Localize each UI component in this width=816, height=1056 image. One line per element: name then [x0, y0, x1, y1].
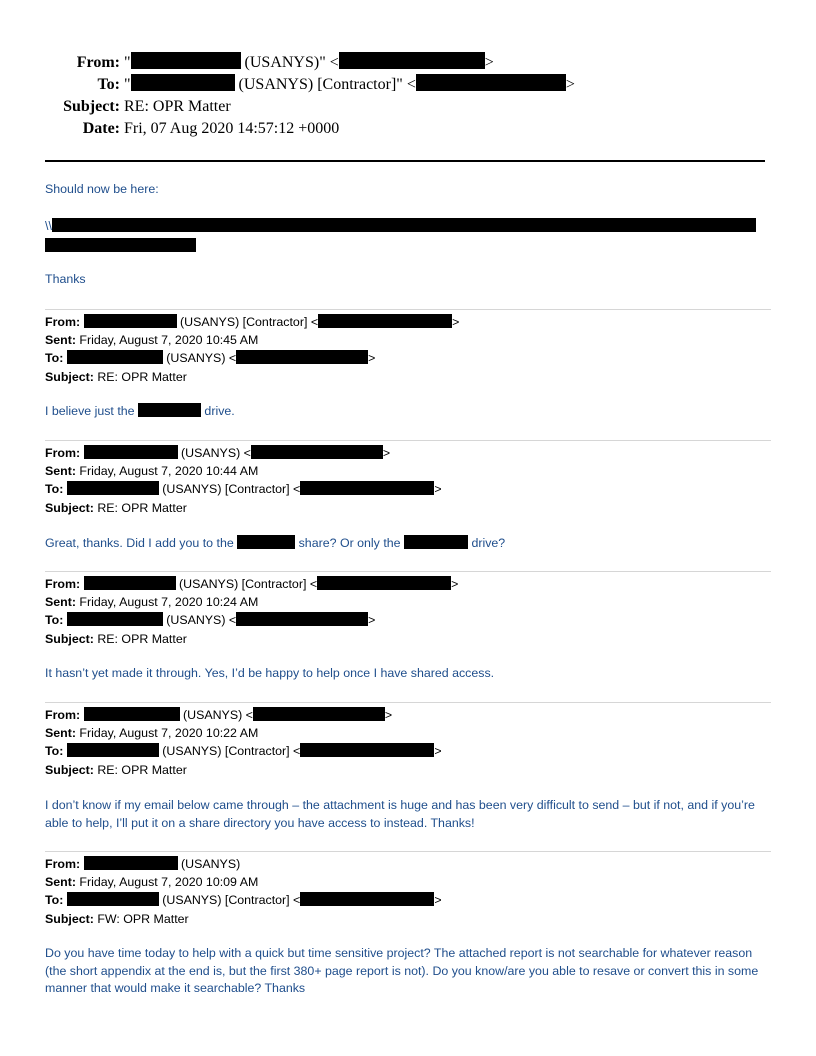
email-body-text: Great, thanks. Did I add you to the share? Or only the drive? — [45, 536, 506, 550]
redaction-box — [45, 238, 196, 252]
header-from-label: From: — [76, 54, 120, 71]
redaction-box — [84, 445, 178, 459]
header-to-label: To: — [97, 76, 120, 93]
meta-to: To: (USANYS) [Contractor] < > — [45, 893, 442, 908]
email-body-text: I don’t know if my email below came through – the attachment is huge and has been very difficult to send – but if not, and if you’re able to help, I’ll put it on a share directory you have access to instead. Thanks! — [45, 798, 755, 830]
redaction-box — [300, 892, 434, 906]
meta-subject: Subject: FW: OPR Matter — [45, 911, 189, 926]
meta-to: To: (USANYS) < > — [45, 351, 376, 366]
meta-from: From: (USANYS) < > — [45, 708, 393, 722]
header-subject-label: Subject: — [63, 98, 120, 115]
redaction-box — [52, 218, 756, 232]
meta-from: From: (USANYS) [Contractor] < > — [45, 577, 459, 591]
meta-subject: Subject: RE: OPR Matter — [45, 631, 187, 646]
redaction-box — [138, 403, 201, 417]
header-subject: RE: OPR Matter — [124, 98, 231, 115]
meta-sent: Sent: Friday, August 7, 2020 10:44 AM — [45, 464, 259, 479]
email-meta — [45, 855, 442, 928]
redaction-box — [416, 74, 566, 91]
meta-from: From: (USANYS) [Contractor] < > — [45, 315, 460, 329]
redaction-box — [300, 743, 434, 757]
redaction-box — [67, 743, 159, 757]
header-divider — [45, 160, 765, 162]
redaction-box — [236, 350, 368, 364]
top-message-closing: Thanks — [45, 272, 86, 286]
meta-sent: Sent: Friday, August 7, 2020 10:24 AM — [45, 595, 259, 610]
top-message-line: Should now be here: — [45, 182, 159, 196]
email-separator — [45, 440, 771, 441]
redaction-box — [84, 576, 176, 590]
meta-sent: Sent: Friday, August 7, 2020 10:22 AM — [45, 726, 259, 741]
redaction-box — [131, 74, 235, 91]
meta-to: To: (USANYS) [Contractor] < > — [45, 482, 442, 497]
email-meta — [45, 575, 458, 648]
redaction-box — [236, 612, 368, 626]
meta-subject: Subject: RE: OPR Matter — [45, 500, 187, 515]
email-meta — [45, 313, 459, 386]
redaction-box — [67, 350, 163, 364]
meta-to: To: (USANYS) [Contractor] < > — [45, 744, 442, 759]
redaction-box — [251, 445, 383, 459]
header-date-label: Date: — [82, 120, 120, 137]
redaction-box — [67, 481, 159, 495]
redaction-box — [84, 856, 178, 870]
redaction-box — [237, 535, 295, 549]
meta-to: To: (USANYS) < > — [45, 613, 376, 628]
email-body-text: I believe just the drive. — [45, 404, 235, 418]
meta-subject: Subject: RE: OPR Matter — [45, 369, 187, 384]
redaction-box — [317, 576, 451, 590]
email-body-text: It hasn’t yet made it through. Yes, I’d be happy to help once I have shared access. — [45, 666, 495, 680]
redaction-box — [84, 707, 180, 721]
meta-sent: Sent: Friday, August 7, 2020 10:45 AM — [45, 333, 259, 348]
redaction-box — [300, 481, 434, 495]
redaction-box — [404, 535, 468, 549]
header-subject-row — [40, 96, 575, 118]
email-separator — [45, 702, 771, 703]
top-message-path: \\ — [45, 218, 756, 233]
header-date: Fri, 07 Aug 2020 14:57:12 +0000 — [124, 120, 340, 137]
email-separator — [45, 851, 771, 852]
redaction-box — [67, 892, 159, 906]
email-body-text: Do you have time today to help with a quick but time sensitive project? The attached report is not searchable for whatever reason (the short appendix at the end is, but the first 380+ page report is not). Do you know/are you able to resave or convert this in some manner that would make it searchable? Thanks — [45, 946, 759, 995]
meta-from: From: (USANYS) < > — [45, 446, 391, 460]
redaction-box — [67, 612, 163, 626]
redaction-box — [339, 52, 485, 69]
header-date-row — [40, 118, 575, 140]
email-meta — [45, 444, 442, 517]
meta-from: From: (USANYS) — [45, 857, 241, 871]
top-message-path-cont — [45, 238, 196, 253]
redaction-box — [318, 314, 452, 328]
email-separator — [45, 571, 771, 572]
redaction-box — [253, 707, 385, 721]
email-meta — [45, 706, 442, 779]
redaction-box — [84, 314, 177, 328]
meta-sent: Sent: Friday, August 7, 2020 10:09 AM — [45, 875, 259, 890]
header-to-row: To: " (USANYS) [Contractor]" < > — [40, 74, 575, 96]
meta-subject: Subject: RE: OPR Matter — [45, 762, 187, 777]
redaction-box — [131, 52, 241, 69]
email-separator — [45, 309, 771, 310]
header-from-row: From: " (USANYS)" < > — [40, 52, 575, 74]
message-header — [40, 52, 575, 140]
